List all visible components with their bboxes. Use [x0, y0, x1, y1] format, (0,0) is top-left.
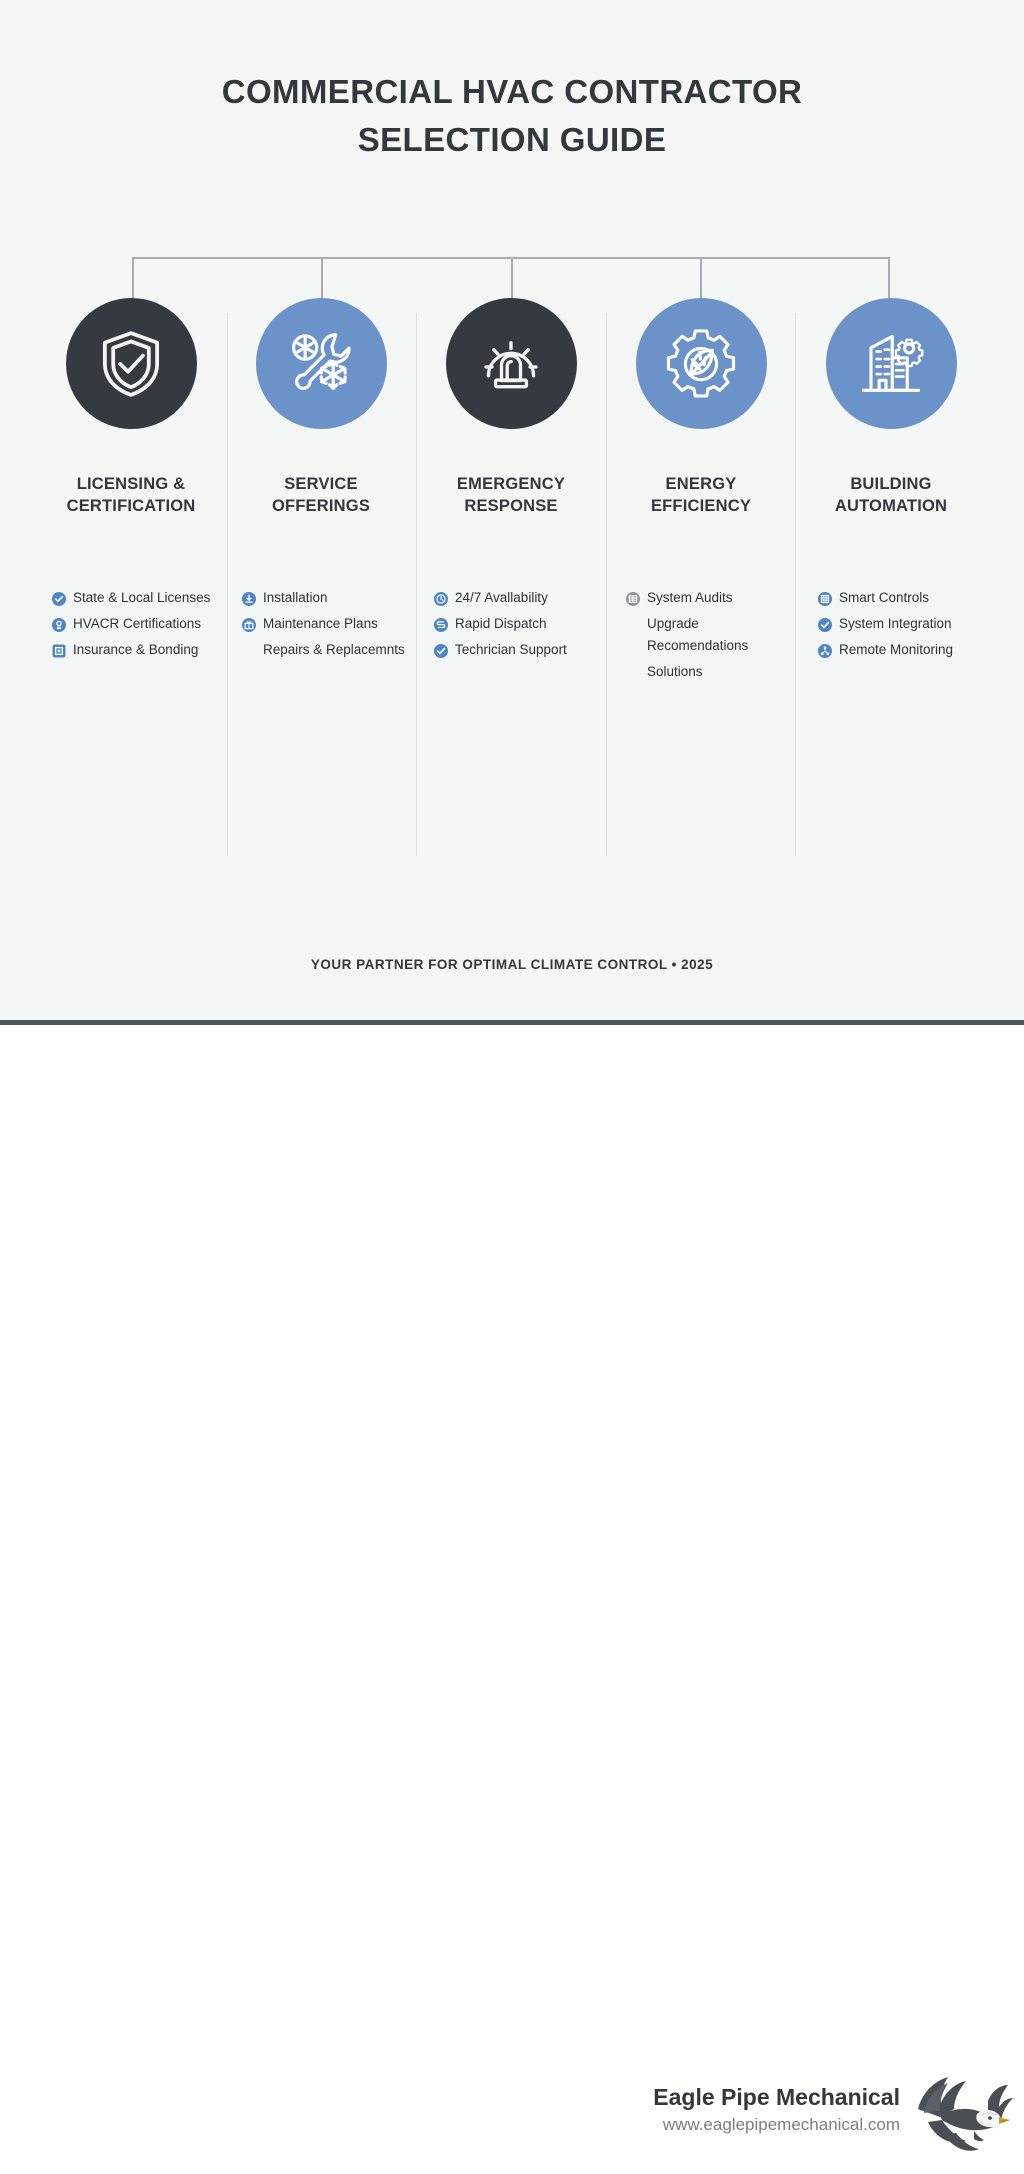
footer	[0, 1025, 1024, 2134]
column-title-line-2: EFFICIENCY	[650, 497, 752, 515]
page-title	[0, 68, 1024, 164]
infographic-panel	[0, 0, 1024, 1020]
column-service-offerings	[226, 298, 416, 683]
column-title	[457, 473, 565, 517]
brand-block	[653, 2082, 900, 2138]
connector-drop-3	[511, 257, 513, 301]
list-item-label: Upgrade Recomendations	[647, 616, 749, 653]
list-item-label: Solutions	[647, 664, 703, 679]
list-item	[626, 661, 796, 683]
list-item-label: Repairs & Replacemnts	[263, 642, 405, 657]
eagle-logo-icon	[904, 2073, 1016, 2169]
check-circle-icon	[52, 591, 66, 605]
audit-circle-icon	[626, 591, 640, 605]
list-item-label: HVACR Certifications	[73, 616, 202, 631]
list-item-label: Smart Controls	[839, 590, 930, 605]
column-emergency-response	[416, 298, 606, 683]
title-line-1: COMMERCIAL HVAC CONTRACTOR	[221, 73, 803, 110]
column-title	[67, 473, 196, 517]
column-title-line-1: EMERGENCY	[456, 475, 566, 493]
bullet-list	[416, 587, 606, 661]
install-circle-icon	[242, 591, 256, 605]
bullet-list	[36, 587, 226, 661]
list-item-label: Insurance & Bonding	[73, 642, 199, 657]
title-line-2: SELECTION GUIDE	[357, 121, 667, 158]
column-title-line-1: BUILDING	[850, 475, 932, 493]
certificate-circle-icon	[52, 617, 66, 631]
list-item	[242, 613, 416, 635]
list-item-label: Rapid Dispatch	[455, 616, 547, 631]
list-item	[242, 587, 416, 609]
building-gear-icon	[826, 298, 957, 429]
list-item	[52, 639, 226, 661]
list-item	[434, 613, 606, 635]
bullet-list	[796, 587, 986, 661]
list-item	[242, 639, 416, 661]
emergency-beacon-icon	[446, 298, 577, 429]
list-item	[818, 587, 986, 609]
check-circle-icon	[434, 643, 448, 657]
gear-leaf-icon	[636, 298, 767, 429]
brand-url[interactable]: www.eaglepipemechanical.com	[662, 2115, 900, 2134]
list-item-label: 24/7 Avallability	[455, 590, 548, 605]
list-item	[52, 587, 226, 609]
columns-container	[36, 298, 988, 683]
list-item-label: Remote Monitoring	[839, 642, 954, 657]
shield-check-icon	[66, 298, 197, 429]
connector-drop-5	[888, 257, 890, 301]
column-building-automation	[796, 298, 986, 683]
column-energy-efficiency	[606, 298, 796, 683]
list-item	[818, 613, 986, 635]
list-item-label: System Audits	[647, 590, 733, 605]
square-circle-icon	[52, 643, 66, 657]
bullet-list	[226, 587, 416, 661]
list-item	[434, 639, 606, 661]
list-item	[818, 639, 986, 661]
column-title-line-1: ENERGY	[665, 475, 737, 493]
list-item	[52, 613, 226, 635]
column-title-line-1: SERVICE	[284, 475, 358, 493]
column-licensing-certification	[36, 298, 226, 683]
tagline: YOUR PARTNER FOR OPTIMAL CLIMATE CONTROL • 2025	[310, 957, 714, 972]
list-item-label: System Integration	[839, 616, 952, 631]
column-title	[272, 473, 370, 517]
column-title-line-2: CERTIFICATION	[66, 497, 196, 515]
column-title	[835, 473, 947, 517]
dispatch-circle-icon	[434, 617, 448, 631]
column-title	[651, 473, 751, 517]
list-item-label: Maintenance Plans	[263, 616, 378, 631]
bullet-list	[606, 587, 796, 683]
column-title-line-1: LICENSING &	[76, 475, 186, 493]
grid-circle-icon	[818, 591, 832, 605]
connector-drop-4	[700, 257, 702, 301]
connector-drop-1	[132, 257, 134, 301]
list-item-label: Techrician Support	[455, 642, 567, 657]
brand-name: Eagle Pipe Mechanical	[653, 2084, 900, 2110]
wrench-snowflake-icon	[256, 298, 387, 429]
list-item-label: State & Local Licenses	[73, 590, 211, 605]
list-item-label: Installation	[263, 590, 328, 605]
toolbox-circle-icon	[242, 617, 256, 631]
column-title-line-2: RESPONSE	[464, 497, 558, 515]
list-item	[626, 587, 796, 609]
clock-circle-icon	[434, 591, 448, 605]
network-circle-icon	[818, 643, 832, 657]
column-title-line-2: OFFERINGS	[271, 497, 371, 515]
column-title-line-2: AUTOMATION	[834, 497, 948, 515]
list-item	[626, 613, 796, 657]
connector-drop-2	[321, 257, 323, 301]
list-item	[434, 587, 606, 609]
check-circle-icon	[818, 617, 832, 631]
